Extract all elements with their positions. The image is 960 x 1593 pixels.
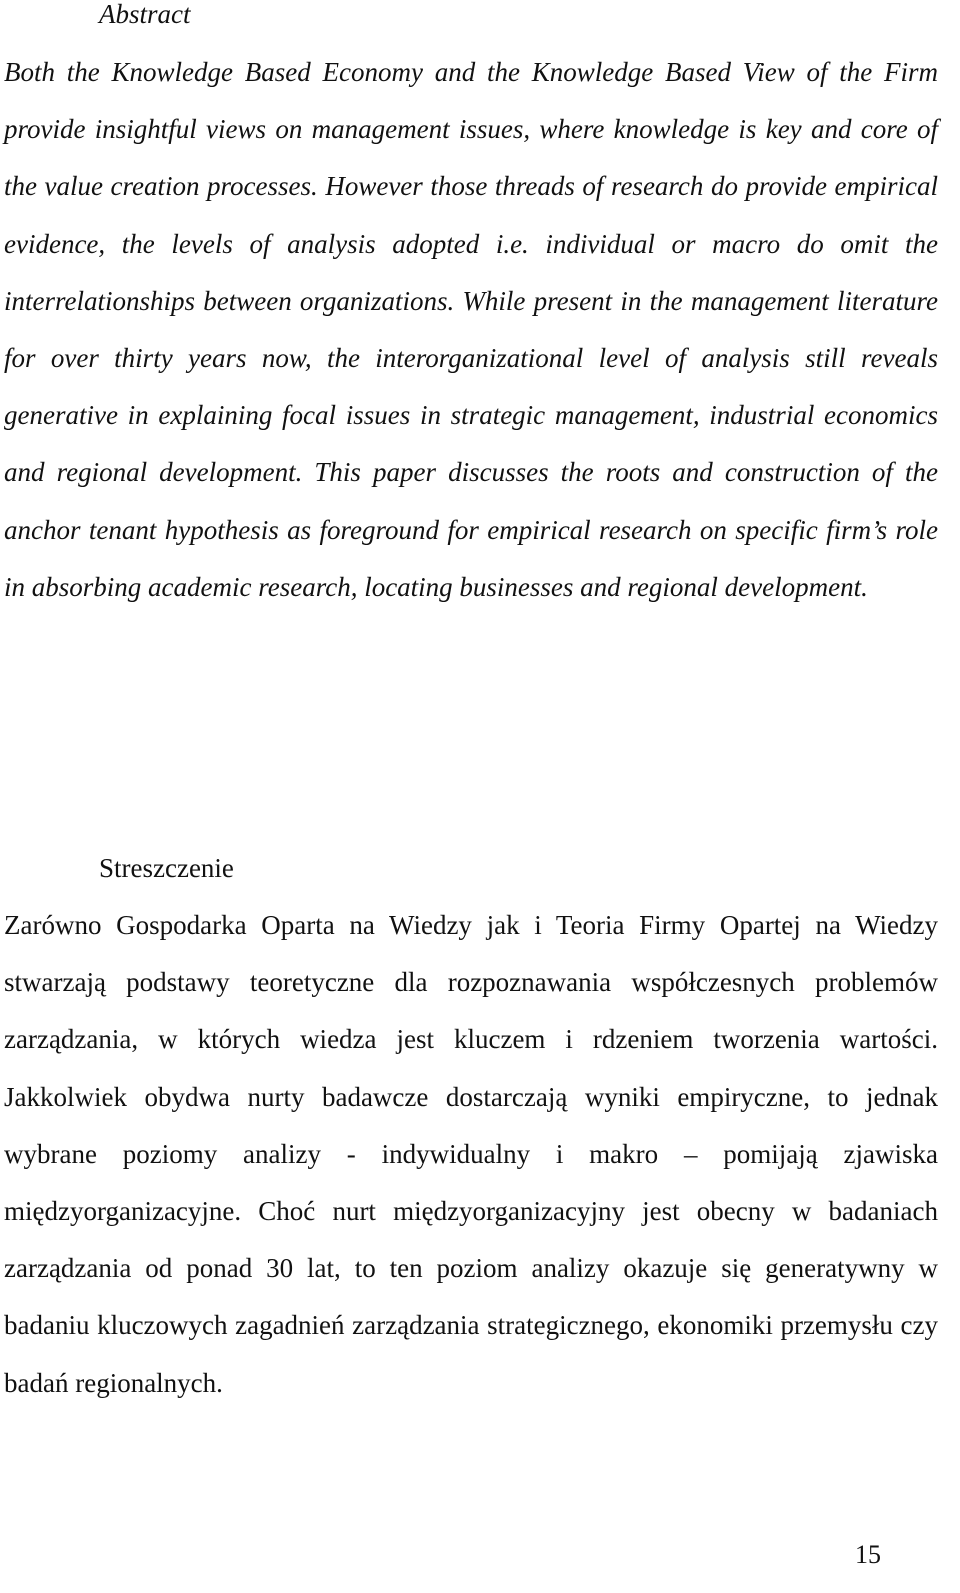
abstract-heading: Abstract xyxy=(99,0,191,29)
page-number: 15 xyxy=(855,1540,881,1569)
streszczenie-text: Zarówno Gospodarka Oparta na Wiedzy jak i Teoria Firmy Opartej na Wiedzy stwarzają podstawy teoretyczne dla rozpoznawania współczesnych problemów zarządzania, w których wiedza jest kluczem i rdzeniem tworzenia wartości. Jakkolwiek obydwa nurty badawcze dostarczają wyniki empiryczne, to jednak wybrane poziomy analizy - indywidualny i makro – pomijają zjawiska międzyorganizacyjne. Choć nurt międzyorganizacyjny jest obecny w badaniach zarządzania od ponad 30 lat, to ten poziom analizy okazuje się generatywny w badaniu kluczowych zagadnień zarządzania strategicznego, ekonomiki przemysłu czy badań regionalnych. xyxy=(4,910,938,1398)
streszczenie-heading: Streszczenie xyxy=(99,853,234,883)
abstract-text: Both the Knowledge Based Economy and the Knowledge Based View of the Firm provide insightful views on management issues, where knowledge is key and core of the value creation processes. However those threads of research do provide empirical evidence, the levels of analysis adopted i.e. individual or macro do omit the interrelationships between organizations. While present in the management literature for over thirty years now, the interorganizational level of analysis still reveals generative in explaining focal issues in strategic management, industrial economics and regional development. This paper discusses the roots and construction of the anchor tenant hypothesis as foreground for empirical research on specific firm’s role in absorbing academic research, locating businesses and regional development. xyxy=(4,57,938,602)
